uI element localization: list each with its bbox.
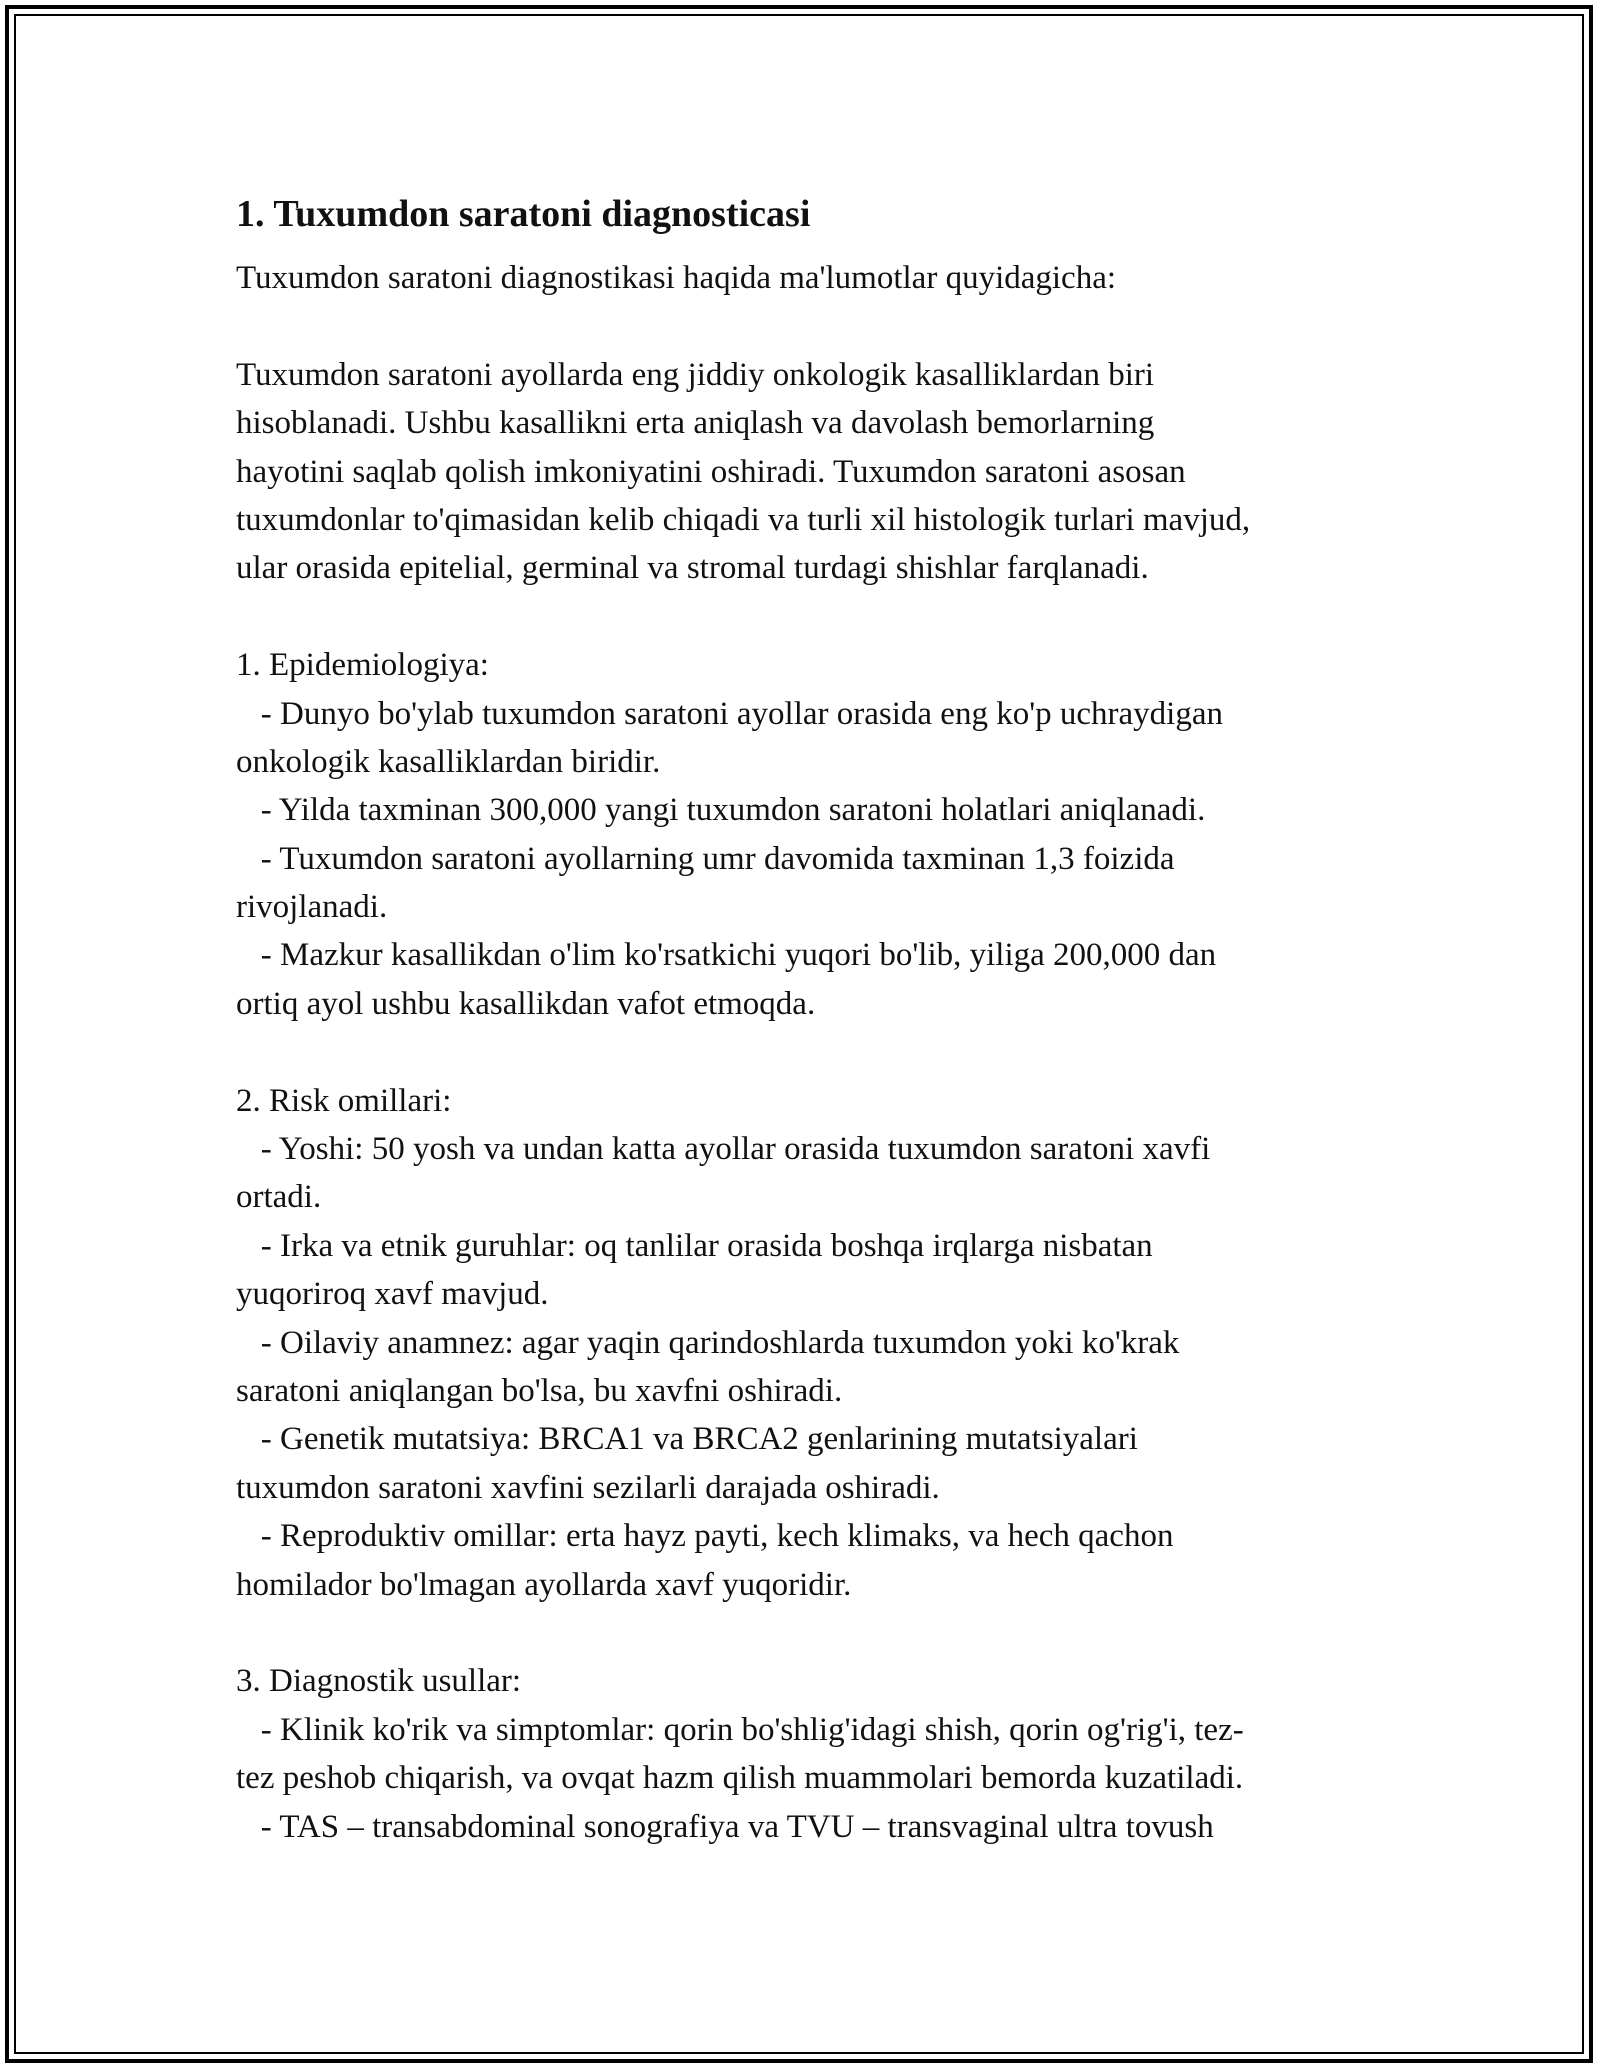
intro-line: Tuxumdon saratoni diagnostikasi haqida ma'lumotlar quyidagicha: — [236, 260, 1117, 296]
list-line: tuxumdon saratoni xavfini sezilarli darajada oshiradi. — [236, 1469, 940, 1506]
section-diagnostic-methods — [236, 1657, 1366, 1851]
spacer — [236, 302, 1366, 350]
list-line: rivojlanadi. — [236, 889, 388, 926]
list-line: - Tuxumdon saratoni ayollarning umr davomida taxminan 1,3 foizida — [236, 840, 1175, 877]
list-line: - Genetik mutatsiya: BRCA1 va BRCA2 genlarining mutatsiyalari — [236, 1421, 1138, 1458]
section-epidemiology — [236, 641, 1366, 1028]
list-line: - Yoshi: 50 yosh va undan katta ayollar orasida tuxumdon saratoni xavfi — [236, 1131, 1211, 1168]
document-body — [236, 188, 1366, 1851]
list-line: - Mazkur kasallikdan o'lim ko'rsatkichi yuqori bo'lib, yiliga 200,000 dan — [236, 937, 1217, 974]
section-title: 1. Epidemiologiya: — [236, 647, 489, 684]
section-risk-factors — [236, 1077, 1366, 1609]
list-line: - Dunyo bo'ylab tuxumdon saratoni ayollar orasida eng ko'p uchraydigan — [236, 695, 1223, 732]
list-line: - Oilaviy anamnez: agar yaqin qarindoshlarda tuxumdon yoki ko'krak — [236, 1324, 1180, 1361]
paragraph-line: ular orasida epitelial, germinal va stromal turdagi shishlar farqlanadi. — [236, 550, 1149, 587]
paragraph-line: tuxumdonlar to'qimasidan kelib chiqadi va turli xil histologik turlari mavjud, — [236, 501, 1251, 538]
list-line: - Yilda taxminan 300,000 yangi tuxumdon saratoni holatlari aniqlanadi. — [236, 792, 1206, 829]
spacer — [236, 1609, 1366, 1657]
list-line: tez peshob chiqarish, va ovqat hazm qilish muammolari bemorda kuzatiladi. — [236, 1760, 1244, 1797]
section-title: 3. Diagnostik usullar: — [236, 1663, 522, 1700]
list-line: saratoni aniqlangan bo'lsa, bu xavfni oshiradi. — [236, 1372, 843, 1409]
intro-paragraph — [236, 351, 1366, 593]
paragraph-line: Tuxumdon saratoni ayollarda eng jiddiy onkologik kasalliklardan biri — [236, 356, 1155, 393]
list-line: - TAS – transabdominal sonografiya va TVU – transvaginal ultra tovush — [236, 1808, 1214, 1845]
paragraph-line: hayotini saqlab qolish imkoniyatini oshiradi. Tuxumdon saratoni asosan — [236, 453, 1186, 490]
list-line: ortiq ayol ushbu kasallikdan vafot etmoqda. — [236, 985, 816, 1022]
list-line: - Reproduktiv omillar: erta hayz payti, kech klimaks, va hech qachon — [236, 1518, 1174, 1555]
spacer — [236, 593, 1366, 641]
spacer — [236, 1028, 1366, 1076]
section-title: 2. Risk omillari: — [236, 1082, 452, 1119]
list-line: onkologik kasalliklardan biridir. — [236, 743, 661, 780]
list-line: - Irka va etnik guruhlar: oq tanlilar orasida boshqa irqlarga nisbatan — [236, 1227, 1153, 1264]
list-line: ortadi. — [236, 1179, 322, 1216]
paragraph-line: hisoblanadi. Ushbu kasallikni erta aniqlash va davolash bemorlarning — [236, 405, 1155, 442]
list-line: yuqoriroq xavf mavjud. — [236, 1276, 549, 1313]
document-heading: 1. Tuxumdon saratoni diagnosticasi — [236, 193, 811, 235]
list-line: homilador bo'lmagan ayollarda xavf yuqoridir. — [236, 1566, 852, 1603]
list-line: - Klinik ko'rik va simptomlar: qorin bo'shlig'idagi shish, qorin og'rig'i, tez- — [236, 1711, 1244, 1748]
